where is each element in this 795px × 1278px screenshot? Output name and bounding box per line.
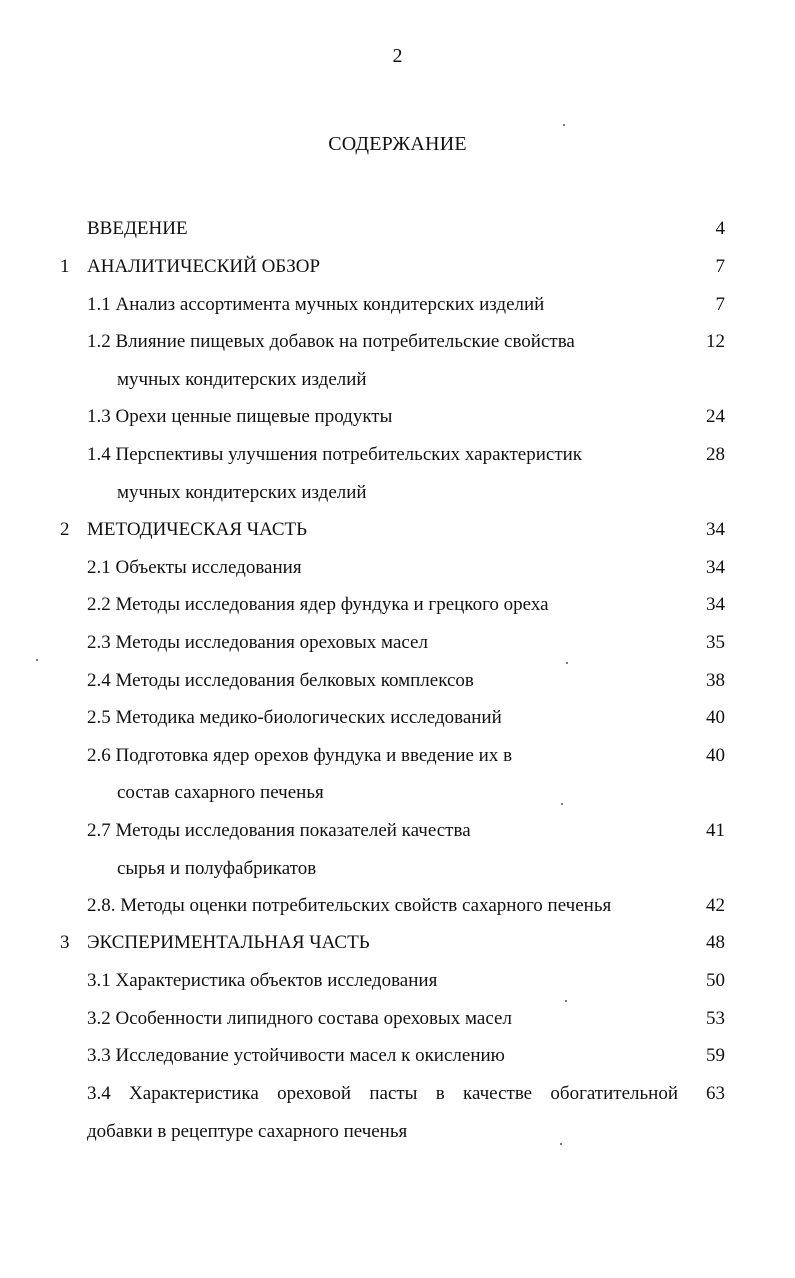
toc-entry [0, 887, 795, 925]
toc-entry-continuation [0, 850, 795, 888]
toc-entry-title-continued: сырья и полуфабрикатов [117, 858, 317, 879]
toc-entry-title: 1.3 Орехи ценные пищевые продукты [87, 406, 393, 427]
toc-entry-title-continued: добавки в рецептуре сахарного печенья [87, 1121, 408, 1142]
toc-section-number: 1 [60, 256, 70, 277]
toc-entry [0, 737, 795, 775]
toc-entry-title: 2.4 Методы исследования белковых комплексов [87, 670, 474, 691]
toc-entry-title: 2.6 Подготовка ядер орехов фундука и введение их в [87, 745, 513, 766]
toc-entry [0, 662, 795, 700]
toc-entry [0, 1075, 795, 1113]
toc-entry-title: 1.1 Анализ ассортимента мучных кондитерских изделий [87, 294, 545, 315]
scan-speck [566, 662, 568, 664]
toc-entry [0, 624, 795, 662]
toc-entry-title: 3.2 Особенности липидного состава ореховых масел [87, 1008, 512, 1029]
toc-entry-title-continued: мучных кондитерских изделий [117, 369, 367, 390]
toc-page-number: 35 [706, 632, 725, 653]
toc-entry-title-continued: мучных кондитерских изделий [117, 482, 367, 503]
toc-entry-title: 3.4 Характеристика ореховой пасты в качестве обогатительной [87, 1083, 678, 1104]
toc-entry-title: 2.5 Методика медико-биологических исследований [87, 707, 502, 728]
toc-entry [0, 699, 795, 737]
toc-entry-title: 1.4 Перспективы улучшения потребительских характеристик [87, 444, 583, 465]
toc-entry-continuation [0, 1113, 795, 1151]
toc-entry-continuation [0, 361, 795, 399]
toc-entry [0, 511, 795, 549]
toc-page-number: 40 [706, 745, 725, 766]
toc-section-number: 3 [60, 932, 70, 953]
toc-page-number: 28 [706, 444, 725, 465]
page-title: СОДЕРЖАНИЕ [328, 133, 467, 155]
toc-entry-title: АНАЛИТИЧЕСКИЙ ОБЗОР [87, 256, 321, 277]
toc-section-number: 2 [60, 519, 70, 540]
toc-entry-title: 1.2 Влияние пищевых добавок на потребительские свойства [87, 331, 575, 352]
toc-entry-title: 2.7 Методы исследования показателей качества [87, 820, 471, 841]
toc-page-number: 34 [706, 519, 725, 540]
toc-entry-title: 2.8. Методы оценки потребительских свойств сахарного печенья [87, 895, 612, 916]
toc-entry [0, 398, 795, 436]
toc-page-number: 7 [715, 294, 725, 315]
toc-entry-title: ВВЕДЕНИЕ [87, 218, 188, 239]
toc-entry-title: 3.1 Характеристика объектов исследования [87, 970, 438, 991]
toc-entry [0, 1000, 795, 1038]
toc-entry [0, 248, 795, 286]
toc-entry-title: ЭКСПЕРИМЕНТАЛЬНАЯ ЧАСТЬ [87, 932, 370, 953]
scan-speck [560, 1143, 562, 1145]
toc-entry-title: 3.3 Исследование устойчивости масел к окислению [87, 1045, 505, 1066]
toc-page-number: 53 [706, 1008, 725, 1029]
toc-entry [0, 586, 795, 624]
toc-entry-continuation [0, 474, 795, 512]
toc-page-number: 40 [706, 707, 725, 728]
toc-entry [0, 1037, 795, 1075]
toc-page-number: 41 [706, 820, 725, 841]
toc-page-number: 48 [706, 932, 725, 953]
toc-entry [0, 549, 795, 587]
scan-speck [36, 659, 38, 661]
toc-entry-title: 2.2 Методы исследования ядер фундука и грецкого ореха [87, 594, 549, 615]
toc-entry-title: МЕТОДИЧЕСКАЯ ЧАСТЬ [87, 519, 308, 540]
page-number: 2 [392, 45, 403, 67]
toc-entry-title: 2.3 Методы исследования ореховых масел [87, 632, 428, 653]
toc-page-number: 59 [706, 1045, 725, 1066]
toc-page-number: 7 [715, 256, 725, 277]
toc-entry [0, 812, 795, 850]
toc-entry [0, 210, 795, 248]
toc-page-number: 38 [706, 670, 725, 691]
toc-page-number: 42 [706, 895, 725, 916]
toc-entry-title-continued: состав сахарного печенья [117, 782, 324, 803]
toc-page-number: 34 [706, 557, 725, 578]
scan-speck [565, 1000, 567, 1002]
scan-speck [563, 124, 565, 126]
toc-page-number: 50 [706, 970, 725, 991]
toc-page-number: 12 [706, 331, 725, 352]
toc-entry [0, 323, 795, 361]
toc-page-number: 24 [706, 406, 725, 427]
toc-entry [0, 924, 795, 962]
toc-entry-continuation [0, 774, 795, 812]
toc-page-number: 34 [706, 594, 725, 615]
toc-page-number: 63 [706, 1083, 725, 1104]
toc-entry-title: 2.1 Объекты исследования [87, 557, 302, 578]
toc-entry [0, 286, 795, 324]
toc-entry [0, 436, 795, 474]
toc-entry [0, 962, 795, 1000]
scan-speck [561, 803, 563, 805]
toc-page-number: 4 [715, 218, 725, 239]
